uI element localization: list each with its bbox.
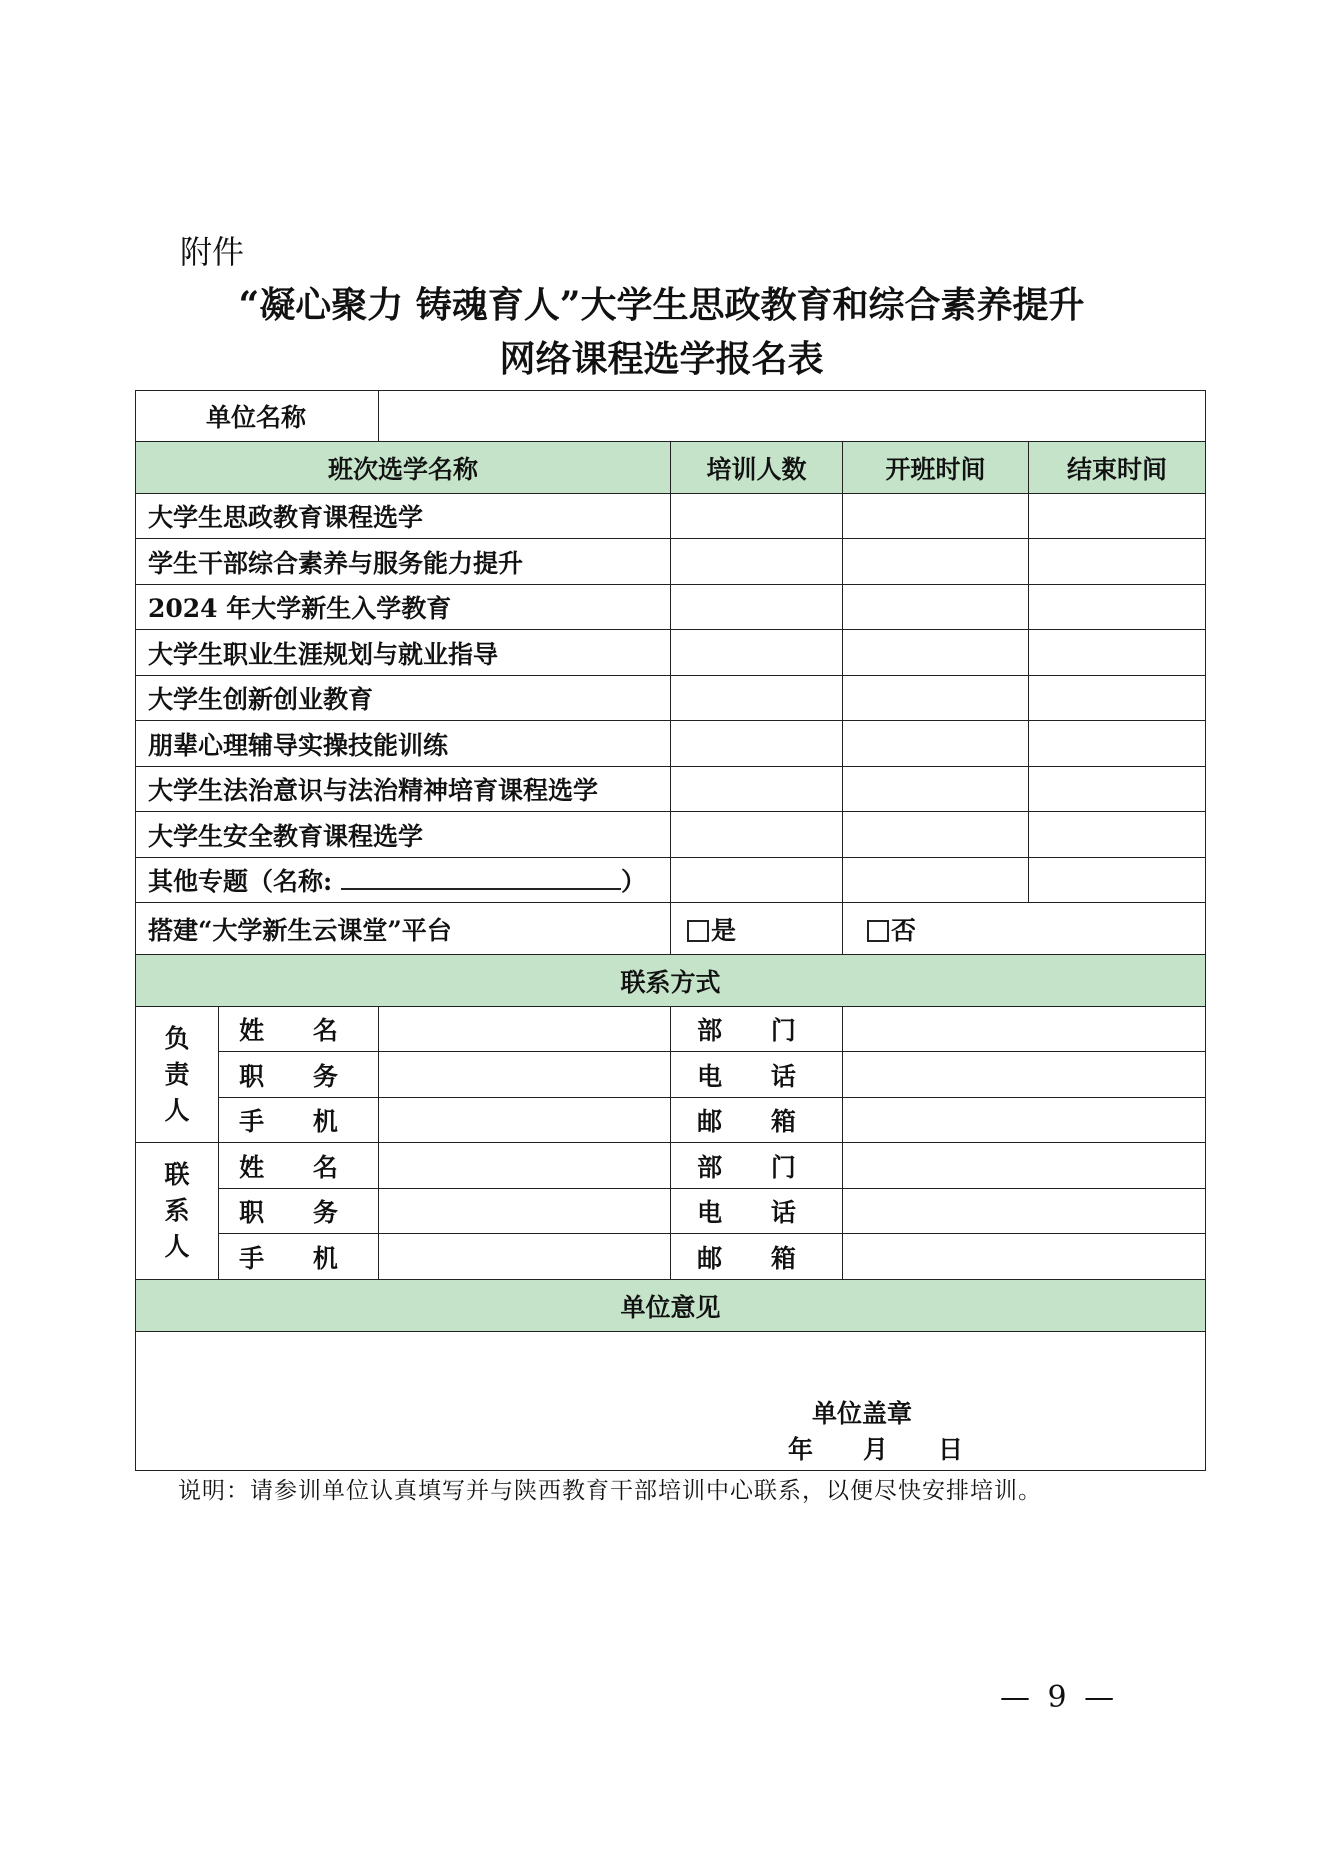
contact-name-row [136,1143,1206,1189]
name-label: 姓 名 [219,1143,379,1189]
department-label: 部 门 [671,1143,843,1189]
course-name: 大学生思政教育课程选学 [136,494,671,539]
platform-yes-option[interactable] [671,903,843,955]
attachment-label: 附件 [180,233,245,271]
email-label: 邮 箱 [671,1098,843,1143]
day-label: 日 [938,1435,964,1464]
trainees-header: 培训人数 [671,442,843,494]
contact-position-input[interactable] [379,1189,671,1234]
course-row [136,721,1206,767]
start-time-input[interactable] [843,630,1029,676]
page-number: — 9 — [1000,1680,1119,1715]
course-row [136,585,1206,630]
no-label: 否 [891,915,917,945]
phone-label: 电 话 [671,1052,843,1098]
responsible-position-input[interactable] [379,1052,671,1098]
end-time-input[interactable] [1029,494,1206,539]
unit-name-label: 单位名称 [136,391,379,442]
opinion-header-row [136,1280,1206,1332]
trainees-input[interactable] [671,767,843,812]
contact-name-input[interactable] [379,1143,671,1189]
course-row [136,812,1206,858]
trainees-input[interactable] [671,812,843,858]
platform-row [136,903,1206,955]
course-row [136,539,1206,585]
opinion-row [136,1332,1206,1471]
end-time-input[interactable] [1029,676,1206,721]
course-name: 大学生安全教育课程选学 [136,812,671,858]
contact-department-input[interactable] [843,1143,1206,1189]
trainees-input[interactable] [671,630,843,676]
mobile-label: 手 机 [219,1098,379,1143]
end-time-input[interactable] [1029,630,1206,676]
email-label: 邮 箱 [671,1234,843,1280]
department-label: 部 门 [671,1007,843,1052]
course-name: 2024 年大学新生入学教育 [136,585,671,630]
contact-mobile-input[interactable] [379,1234,671,1280]
responsible-name-row [136,1007,1206,1052]
start-time-input[interactable] [843,676,1029,721]
trainees-input[interactable] [671,494,843,539]
end-time-input[interactable] [1029,858,1206,903]
trainees-input[interactable] [671,721,843,767]
end-time-header: 结束时间 [1029,442,1206,494]
contact-mobile-row [136,1234,1206,1280]
contact-position-row [136,1189,1206,1234]
position-label: 职 务 [219,1189,379,1234]
start-time-input[interactable] [843,767,1029,812]
trainees-input[interactable] [671,858,843,903]
end-time-input[interactable] [1029,721,1206,767]
end-time-input[interactable] [1029,585,1206,630]
start-time-input[interactable] [843,721,1029,767]
course-name: 朋辈心理辅导实操技能训练 [136,721,671,767]
yes-checkbox[interactable] [687,920,709,942]
start-time-header: 开班时间 [843,442,1029,494]
responsible-phone-input[interactable] [843,1052,1206,1098]
other-topic-prefix: 其他专题（名称: [148,867,333,896]
yes-label: 是 [711,915,737,945]
phone-label: 电 话 [671,1189,843,1234]
course-name: 学生干部综合素养与服务能力提升 [136,539,671,585]
end-time-input[interactable] [1029,767,1206,812]
course-name: 大学生法治意识与法治精神培育课程选学 [136,767,671,812]
responsible-email-input[interactable] [843,1098,1206,1143]
responsible-department-input[interactable] [843,1007,1206,1052]
position-label: 职 务 [219,1052,379,1098]
start-time-input[interactable] [843,539,1029,585]
trainees-input[interactable] [671,539,843,585]
end-time-input[interactable] [1029,812,1206,858]
course-row [136,767,1206,812]
registration-form-table [135,390,1206,1471]
start-time-input[interactable] [843,858,1029,903]
course-name: 大学生创新创业教育 [136,676,671,721]
contact-header-row [136,955,1206,1007]
other-topic-suffix: ） [620,867,646,896]
month-label: 月 [863,1435,889,1464]
opinion-input-area[interactable] [136,1332,1206,1471]
other-topic-name-input[interactable] [341,866,621,890]
responsible-mobile-input[interactable] [379,1098,671,1143]
form-title-line-1: “凝心聚力 铸魂育人”大学生思政教育和综合素养提升 [238,284,1085,326]
platform-label: 搭建“大学新生云课堂”平台 [136,903,671,955]
course-header-row [136,442,1206,494]
responsible-mobile-row [136,1098,1206,1143]
contact-email-input[interactable] [843,1234,1206,1280]
course-name-header: 班次选学名称 [136,442,671,494]
year-label: 年 [788,1435,814,1464]
course-row [136,630,1206,676]
platform-no-option[interactable] [843,903,1206,955]
other-topic-cell [136,858,671,903]
contact-phone-input[interactable] [843,1189,1206,1234]
contact-person-label: 联 系 人 [136,1143,219,1280]
form-title-line-2: 网络课程选学报名表 [499,338,824,380]
course-name: 大学生职业生涯规划与就业指导 [136,630,671,676]
seal-label: 单位盖章 [812,1399,913,1428]
date-line [788,1430,963,1466]
unit-name-row [136,391,1206,442]
responsible-name-input[interactable] [379,1007,671,1052]
footnote: 说明：请参训单位认真填写并与陕西教育干部培训中心联系，以便尽快安排培训。 [178,1478,1042,1504]
contact-header: 联系方式 [136,955,1206,1007]
name-label: 姓 名 [219,1007,379,1052]
end-time-input[interactable] [1029,539,1206,585]
trainees-input[interactable] [671,585,843,630]
responsible-position-row [136,1052,1206,1098]
opinion-header: 单位意见 [136,1280,1206,1332]
unit-name-input[interactable] [379,391,1206,442]
trainees-input[interactable] [671,676,843,721]
start-time-input[interactable] [843,585,1029,630]
other-topic-row [136,858,1206,903]
start-time-input[interactable] [843,494,1029,539]
responsible-person-label: 负 责 人 [136,1007,219,1143]
course-row [136,494,1206,539]
mobile-label: 手 机 [219,1234,379,1280]
start-time-input[interactable] [843,812,1029,858]
no-checkbox[interactable] [867,920,889,942]
course-row [136,676,1206,721]
